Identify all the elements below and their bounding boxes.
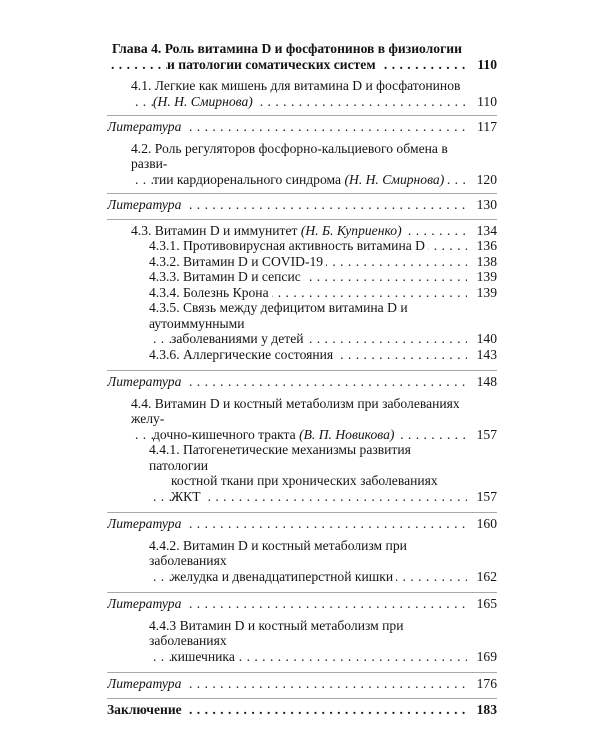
toc-subsection-4-3-2	[107, 254, 497, 270]
subsection-title: 4.3.6. Аллергические состояния	[149, 347, 336, 362]
section-title-cont: тии кардиоренального синдрома	[153, 171, 342, 187]
toc-subsection-4-3-1	[107, 238, 497, 254]
section-author: (В. П. Новикова)	[299, 426, 395, 442]
subsection-title: 4.3.2. Витамин D и COVID-19	[149, 254, 326, 269]
subsection-title: 4.3.3. Витамин D и сепсис	[149, 269, 304, 284]
conclusion-label: Заключение	[107, 702, 185, 717]
toc-literature-4	[107, 512, 497, 532]
subsection-title: 4.3.4. Болезнь Крона	[149, 285, 272, 300]
page-number: 139	[476, 269, 497, 284]
toc-section-4-1	[107, 78, 497, 109]
page-number: 160	[476, 516, 497, 531]
toc-conclusion	[107, 698, 497, 718]
subsection-title: 4.4.2. Витамин D и костный метаболизм при заболеваниях	[149, 538, 467, 569]
toc-subsection-4-3-5	[107, 300, 497, 347]
page-number: 140	[476, 331, 497, 346]
page-number: 110	[477, 93, 497, 109]
literature-label: Литература	[107, 374, 184, 389]
subsection-title: 4.4.1. Патогенетические механизмы развития патологии	[149, 442, 467, 473]
page-number: 138	[476, 253, 497, 269]
toc-chapter-4	[107, 41, 497, 72]
subsection-title: 4.3.1. Противовирусная активность витамина D	[149, 238, 428, 253]
toc-literature-6	[107, 672, 497, 692]
page-number: 157	[476, 488, 497, 504]
toc-section-4-4	[107, 396, 497, 443]
literature-label: Литература	[107, 516, 184, 531]
toc-section-4-3	[107, 219, 497, 239]
section-author: (Н. Н. Смирнова)	[344, 171, 445, 187]
toc-subsection-4-4-2	[107, 538, 497, 585]
toc-section-4-2	[107, 141, 497, 188]
section-author: (Н. Б. Куприенко)	[300, 222, 402, 238]
section-author: (Н. Н. Смирнова)	[153, 93, 253, 109]
toc-subsection-4-3-3	[107, 269, 497, 285]
toc-subsection-4-3-4	[107, 285, 497, 301]
chapter-title-line-2: и патологии соматических систем	[167, 57, 379, 72]
section-title: 4.4. Витамин D и костный метаболизм при заболеваниях желу-	[131, 396, 467, 427]
toc-subsection-4-3-6	[107, 347, 497, 363]
literature-label: Литература	[107, 676, 184, 691]
toc-literature-2	[107, 193, 497, 213]
subsection-title: 4.4.3 Витамин D и костный метаболизм при заболеваниях	[149, 618, 467, 649]
literature-label: Литература	[107, 596, 184, 611]
subsection-title-cont: желудка и двенадцатиперстной кишки	[171, 569, 396, 584]
page-number: 157	[476, 426, 497, 442]
page-number: 143	[476, 346, 497, 362]
page-number: 162	[476, 568, 497, 584]
toc-subsection-4-4-1	[107, 442, 497, 504]
page-number: 117	[477, 119, 497, 134]
page-number: 183	[476, 701, 497, 717]
page-number: 176	[476, 676, 497, 691]
subsection-title-cont: заболеваниями у детей	[171, 331, 307, 346]
toc-literature-1	[107, 115, 497, 135]
subsection-title-cont: костной ткани при хронических заболеваниях ЖКТ	[171, 473, 438, 504]
subsection-title-cont: кишечника	[171, 649, 238, 664]
page-number: 134	[476, 222, 497, 238]
toc-literature-3	[107, 370, 497, 390]
page-number: 148	[476, 374, 497, 389]
page-number: 136	[476, 238, 497, 253]
literature-label: Литература	[107, 119, 184, 134]
section-title: 4.1. Легкие как мишень для витамина D и фосфатонинов	[131, 78, 467, 94]
page-number: 110	[477, 56, 497, 72]
page-number: 120	[476, 171, 497, 187]
page-number: 139	[476, 284, 497, 300]
page-number: 169	[476, 648, 497, 664]
page-number: 130	[476, 197, 497, 212]
table-of-contents	[107, 41, 497, 717]
chapter-title-line-1: Глава 4. Роль витамина D и фосфатонинов в физиологии	[107, 41, 467, 57]
subsection-title: 4.3.5. Связь между дефицитом витамина D и аутоиммунными	[149, 300, 467, 331]
page-number: 165	[476, 596, 497, 611]
toc-literature-5	[107, 592, 497, 612]
literature-label: Литература	[107, 197, 184, 212]
section-title: 4.3. Витамин D и иммунитет	[131, 222, 298, 238]
section-title-cont: дочно-кишечного тракта	[153, 426, 296, 442]
section-title: 4.2. Роль регуляторов фосфорно-кальциевого обмена в разви-	[131, 141, 467, 172]
toc-subsection-4-4-3	[107, 618, 497, 665]
